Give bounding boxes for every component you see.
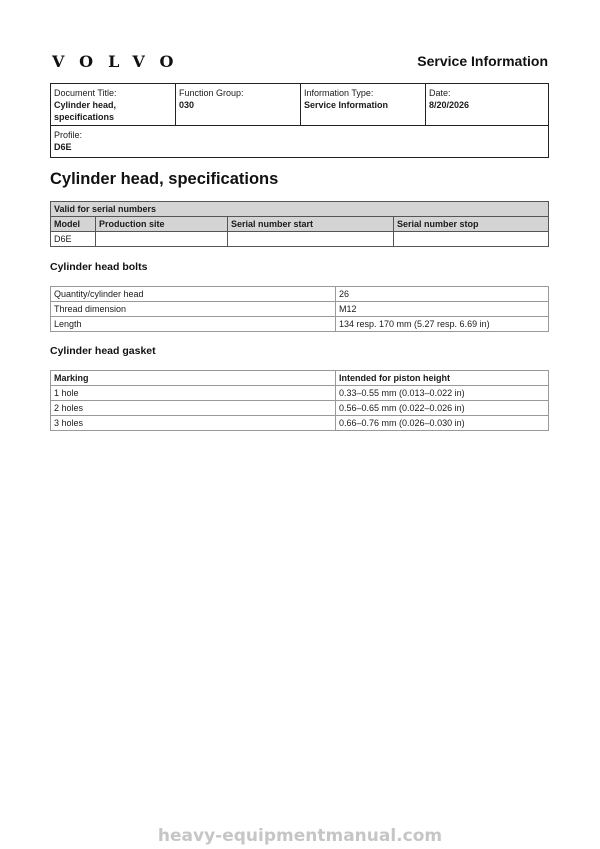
- table-cell: 0.66–0.76 mm (0.026–0.030 in): [336, 416, 549, 431]
- table-cell: 26: [336, 287, 549, 302]
- table-cell: 134 resp. 170 mm (5.27 resp. 6.69 in): [336, 317, 549, 332]
- table-row: [51, 232, 549, 247]
- table-cell: 3 holes: [51, 416, 336, 431]
- table-cell: [96, 232, 228, 247]
- table-cell: 0.56–0.65 mm (0.022–0.026 in): [336, 401, 549, 416]
- bolts-heading: Cylinder head bolts: [50, 261, 148, 273]
- table-cell: [228, 232, 394, 247]
- table-row: [51, 416, 549, 431]
- document-info-table: [50, 83, 549, 158]
- table-row: [51, 317, 549, 332]
- column-header-marking: Marking: [51, 371, 336, 386]
- cylinder-head-bolts-table: [50, 286, 549, 332]
- gasket-heading: Cylinder head gasket: [50, 345, 156, 357]
- column-header-production-site: Production site: [96, 217, 228, 232]
- information-type-value: Service Information: [304, 100, 389, 110]
- table-row: [51, 302, 549, 317]
- document-title-value: Cylinder head, specifications: [54, 100, 117, 122]
- date-label: Date:: [429, 88, 451, 98]
- watermark-footer[interactable]: heavy-equipmentmanual.com: [157, 826, 443, 846]
- information-type-label: Information Type:: [304, 88, 374, 98]
- profile-cell: [51, 126, 549, 158]
- profile-value: D6E: [54, 142, 72, 152]
- column-header-model: Model: [51, 217, 96, 232]
- table-cell: 1 hole: [51, 386, 336, 401]
- column-header-serial-start: Serial number start: [228, 217, 394, 232]
- table-row: [51, 386, 549, 401]
- profile-label: Profile:: [54, 130, 83, 140]
- serial-number-table: [50, 201, 549, 247]
- date-cell: [426, 84, 549, 126]
- table-cell: Quantity/cylinder head: [51, 287, 336, 302]
- table-cell: Thread dimension: [51, 302, 336, 317]
- information-type-cell: [301, 84, 426, 126]
- table-cell: [394, 232, 549, 247]
- document-title-label: Document Title:: [54, 88, 117, 98]
- function-group-cell: [176, 84, 301, 126]
- table-cell: D6E: [51, 232, 96, 247]
- table-cell: M12: [336, 302, 549, 317]
- column-header-serial-stop: Serial number stop: [394, 217, 549, 232]
- table-cell: Length: [51, 317, 336, 332]
- serial-table-caption: Valid for serial numbers: [51, 202, 549, 217]
- page-title: Cylinder head, specifications: [50, 170, 279, 188]
- table-cell: 2 holes: [51, 401, 336, 416]
- table-cell: 0.33–0.55 mm (0.013–0.022 in): [336, 386, 549, 401]
- document-title-cell: [51, 84, 176, 126]
- function-group-value: 030: [179, 100, 195, 110]
- function-group-label: Function Group:: [179, 88, 244, 98]
- table-row: [51, 287, 549, 302]
- volvo-logo: VOLVO: [52, 52, 189, 71]
- column-header-piston-height: Intended for piston height: [336, 371, 549, 386]
- service-information-title: Service Information: [417, 53, 548, 69]
- date-value: 8/20/2026: [429, 100, 470, 110]
- cylinder-head-gasket-table: [50, 370, 549, 431]
- table-row: [51, 401, 549, 416]
